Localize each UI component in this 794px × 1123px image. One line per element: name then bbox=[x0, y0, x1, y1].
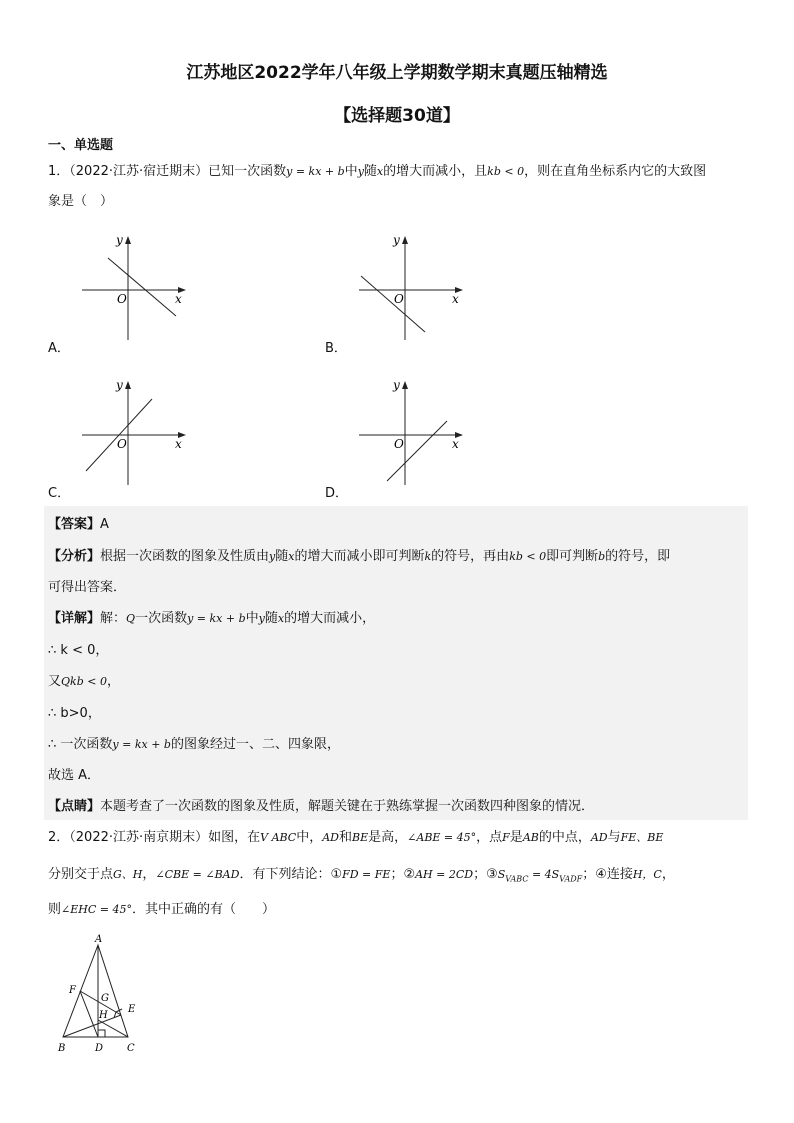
point-c-label: C bbox=[127, 1043, 135, 1054]
graph-option-c bbox=[78, 377, 198, 489]
detail-line-6: 故选 A． bbox=[48, 768, 101, 783]
section-heading: 一、单选题 bbox=[48, 138, 114, 153]
y-axis-label: y bbox=[393, 378, 400, 392]
y-axis-label: y bbox=[116, 233, 123, 247]
option-d-label: D． bbox=[325, 486, 349, 501]
q2-line-1: 2．（2022·江苏·南京期末）如图，在V ABC中，AD和BE是高，∠ABE = 45°，点F是AB的中点，AD与FE、BE bbox=[48, 830, 664, 845]
x-axis-label: x bbox=[175, 437, 182, 451]
point-a-label: A bbox=[95, 934, 103, 945]
graph-option-b bbox=[355, 232, 475, 344]
x-axis-label: x bbox=[452, 292, 459, 306]
option-b-label: B． bbox=[325, 341, 347, 356]
graph-option-a bbox=[78, 232, 198, 344]
graph-option-d bbox=[355, 377, 475, 489]
origin-label: O bbox=[117, 292, 127, 306]
q1-line-1: 1．（2022·江苏·宿迁期末）已知一次函数y = kx + b中y随x的增大而减小，且kb < 0，则在直角坐标系内它的大致图 bbox=[48, 164, 707, 179]
origin-label: O bbox=[117, 437, 127, 451]
q1-line-2: 象是（ ） bbox=[48, 194, 114, 209]
origin-label: O bbox=[394, 437, 404, 451]
origin-label: O bbox=[394, 292, 404, 306]
page-subtitle: 【选择题30道】 bbox=[334, 106, 460, 126]
point-f-label: F bbox=[69, 985, 76, 996]
q2-line-2: 分别交于点G、H，∠CBE = ∠BAD．有下列结论：①FD = FE；②AH = 2CD；$③S_{VABC} = 4S_{VADF}$；④连接H，C， bbox=[48, 867, 675, 884]
detail-line-5: ∴ 一次函数y = kx + b的图象经过一、二、四象限， bbox=[48, 737, 340, 752]
point-d-label: D bbox=[95, 1043, 104, 1054]
note-line: 【点睛】本题考查了一次函数的图象及性质，解题关键在于熟练掌握一次函数四种图象的情况． bbox=[48, 799, 595, 814]
x-axis-label: x bbox=[452, 437, 459, 451]
detail-line-1: 【详解】解：Q一次函数y = kx + b中y随x的增大而减小， bbox=[48, 611, 376, 626]
detail-line-2: ∴ k < 0， bbox=[48, 643, 109, 658]
triangle-figure bbox=[50, 930, 150, 1060]
q2-line-3: 则∠EHC = 45°．其中正确的有（ ） bbox=[48, 902, 275, 917]
analysis-line-2: 可得出答案． bbox=[48, 580, 127, 595]
option-c-label: C． bbox=[48, 486, 71, 501]
point-e-label: E bbox=[128, 1004, 136, 1015]
x-axis-label: x bbox=[175, 292, 182, 306]
option-a-label: A． bbox=[48, 341, 70, 356]
point-h-label: H bbox=[99, 1010, 108, 1021]
y-axis-label: y bbox=[393, 233, 400, 247]
answer-line: 【答案】A bbox=[48, 517, 109, 532]
point-g-label: G bbox=[101, 993, 109, 1004]
page-title: 江苏地区2022学年八年级上学期数学期末真题压轴精选 bbox=[186, 63, 608, 83]
analysis-line-1: 【分析】根据一次函数的图象及性质由y随x的增大而减小即可判断k的符号，再由kb < 0即可判断b的符号，即 bbox=[48, 549, 671, 564]
detail-line-4: ∴ b>0， bbox=[48, 706, 101, 721]
detail-line-3: 又Qkb < 0， bbox=[48, 674, 120, 689]
y-axis-label: y bbox=[116, 378, 123, 392]
point-b-label: B bbox=[58, 1043, 66, 1054]
